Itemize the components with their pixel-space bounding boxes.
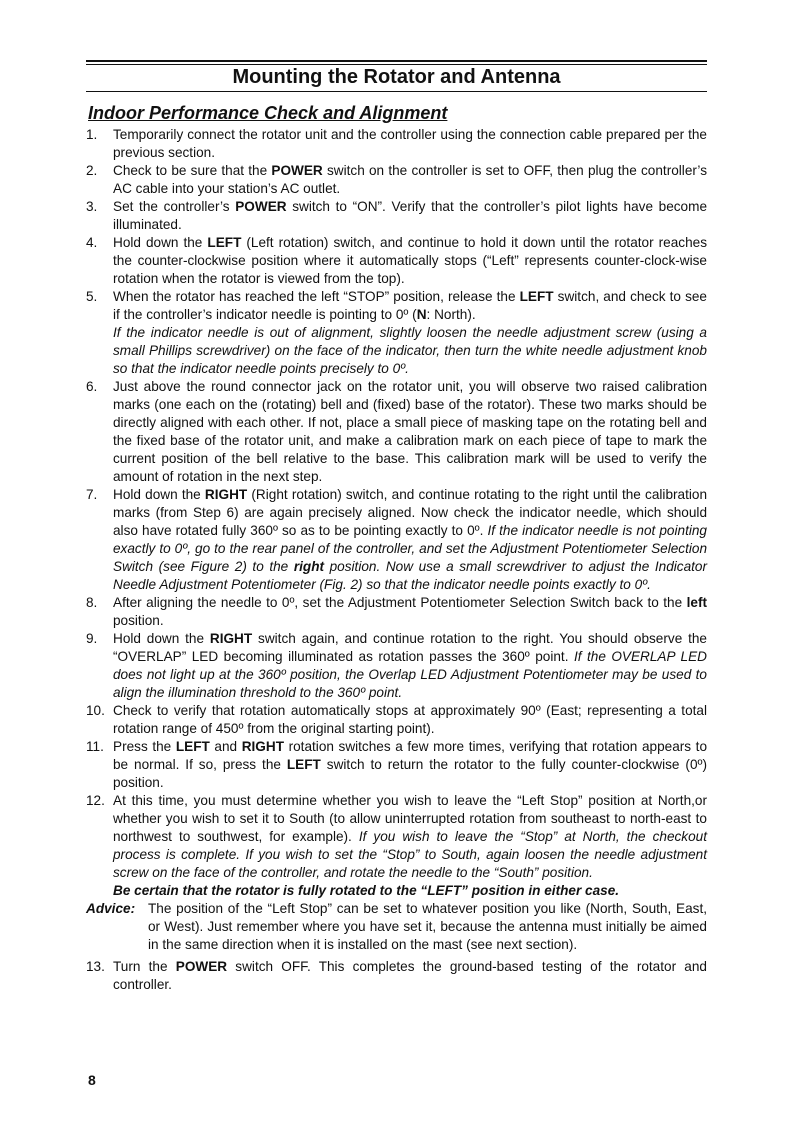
step-text xyxy=(113,378,707,486)
step-text-segment: POWER xyxy=(271,163,323,178)
list-item xyxy=(86,288,707,378)
list-item xyxy=(86,234,707,288)
step-text xyxy=(113,958,707,994)
step-text-segment: POWER xyxy=(235,199,287,214)
step-number: 1. xyxy=(86,127,98,142)
step-text-segment: If you wish to leave the “Stop” at North, the checkout process is complete. If you wish to set the “Stop” to South, again loosen the needle adjustment screw on the face of the controller, and rotate the needle to the “South” position. xyxy=(113,829,707,880)
step-text xyxy=(113,738,707,792)
step-text xyxy=(113,126,707,162)
step-text-segment: If the OVERLAP LED does not light up at the 360º position, the Overlap LED Adjustment Potentiometer may be used to align the illumination threshold to the 360º point. xyxy=(113,649,707,700)
step-text-segment: POWER xyxy=(175,959,228,974)
step-text-segment: switch to return the rotator to the fully counter-clockwise (0º) position. xyxy=(113,757,708,790)
step-text-segment: Set the controller’s xyxy=(113,199,236,214)
step-text-segment: Just above the round connector jack on the rotator unit, you will observe two raised calibration marks (one each on the (rotating) bell and (fixed) base of the rotator). These two marks should be directly aligned with each other. If not, place a small piece of masking tape on the rotating bell and the fixed base of the rotator unit, and make a calibration mark on each piece of tape to mark the current position of the bell relative to the base. This calibration mark will be used to verify the amount of rotation in the next step. xyxy=(113,379,707,484)
step-text-segment: Hold down the xyxy=(113,235,208,250)
list-item xyxy=(86,738,707,792)
step-text-segment: : North). xyxy=(426,307,476,322)
list-item xyxy=(86,630,707,702)
step-number: 3. xyxy=(86,199,98,214)
step-text-segment: If the indicator needle is out of alignment, slightly loosen the needle adjustment screw (using a small Phillips screwdriver) on the face of the indicator, then turn the white needle adjustment knob so that the indicator needle points precisely to 0º. xyxy=(113,325,707,376)
step-text-segment: position. xyxy=(113,613,164,628)
steps-list xyxy=(86,126,707,994)
step-text-segment: LEFT xyxy=(519,289,554,304)
step-text-segment: Hold down the xyxy=(113,487,205,502)
step-text-segment: (Left rotation) switch, and continue to hold it down until the rotator reaches the counter-clockwise position where it automatically stops (“Left” represents counter-clock-wise rotation when the rotator is viewed from the top). xyxy=(113,235,707,286)
list-item xyxy=(86,486,707,594)
step-text-segment: Check to verify that rotation automatically stops at approximately 90º (East; representing a total rotation range of 450º from the original starting point). xyxy=(113,703,707,736)
advice-label: Advice: xyxy=(86,901,136,916)
step-text-segment: If the indicator needle is not pointing exactly to 0º, go to the rear panel of the controller, and set the Adjustment Potentiometer Selection Switch (see Figure 2) to the xyxy=(113,523,707,574)
list-item xyxy=(86,198,707,234)
step-text-segment: LEFT xyxy=(286,757,321,772)
step-text-segment: left xyxy=(686,595,707,610)
step-text-segment: N xyxy=(416,307,427,322)
step-text xyxy=(113,594,707,630)
step-text-segment: Be certain that the rotator is fully rotated to the “LEFT” position in either case. xyxy=(113,883,620,898)
step-text-segment: When the rotator has reached the left “STOP” position, release the xyxy=(113,289,520,304)
step-text xyxy=(113,198,707,234)
step-text-segment: Press the xyxy=(113,739,176,754)
list-item xyxy=(86,958,707,994)
step-text-segment: At this time, you must determine whether you wish to leave the “Left Stop” position at North,or whether you wish to set it to South (to allow uninterrupted rotation from southeast to north-east to northwest to southwest, for example). xyxy=(113,793,707,844)
step-number: 10. xyxy=(86,703,105,718)
step-number: 7. xyxy=(86,487,98,502)
step-text-segment: switch to “ON”. Verify that the controller’s pilot lights have become illuminated. xyxy=(113,199,708,232)
step-text xyxy=(113,792,707,900)
header-rule-top xyxy=(86,60,707,62)
step-text-segment: Turn the xyxy=(113,959,176,974)
step-text-segment: LEFT xyxy=(207,235,242,250)
step-text xyxy=(113,630,707,702)
page-number: 8 xyxy=(88,1072,96,1088)
list-item xyxy=(86,702,707,738)
list-item xyxy=(86,162,707,198)
advice-note xyxy=(86,900,707,954)
step-text xyxy=(113,288,707,378)
step-text-segment: (Right rotation) switch, and continue rotating to the right until the calibration marks (from Step 6) are again precisely aligned. Now check the indicator needle, which should also have rotated fully 360º so as to be pointing exactly to 0º. xyxy=(113,487,708,538)
step-number: 6. xyxy=(86,379,98,394)
header-rule-bottom xyxy=(86,91,707,92)
step-text xyxy=(113,486,707,594)
step-text-segment: and xyxy=(209,739,242,754)
step-text-segment: Hold down the xyxy=(113,631,210,646)
list-item xyxy=(86,594,707,630)
step-text-segment: switch again, and continue rotation to the right. You should observe the “OVERLAP” LED becoming illuminated as rotation passes the 360º point. xyxy=(113,631,707,664)
step-text-segment: RIGHT xyxy=(209,631,253,646)
advice-text: The position of the “Left Stop” can be set to whatever position you like (North, South, East, or West). Just remember where you have set it, because the antenna must initially be aimed in the same direction when it is installed on the mast (see next section). xyxy=(148,901,707,952)
list-item xyxy=(86,792,707,900)
step-text-segment: right xyxy=(293,559,325,574)
step-text-segment: position. Now use a small screwdriver to adjust the Indicator Needle Adjustment Potentiometer (Fig. 2) so that the indicator needle points exactly to 0º. xyxy=(113,559,707,592)
step-text-segment: Check to be sure that the xyxy=(113,163,272,178)
page-title: Mounting the Rotator and Antenna xyxy=(232,66,561,88)
step-number: 5. xyxy=(86,289,98,304)
step-text xyxy=(113,162,707,198)
list-item xyxy=(86,378,707,486)
step-text-segment: rotation switches a few more times, verifying that rotation appears to be normal. If so, press the xyxy=(113,739,708,772)
step-number: 9. xyxy=(86,631,98,646)
step-text xyxy=(113,234,707,288)
section-heading: Indoor Performance Check and Alignment xyxy=(88,103,448,123)
step-text-segment: switch on the controller is set to OFF, then plug the controller’s AC cable into your station’s AC outlet. xyxy=(113,163,707,196)
list-item xyxy=(86,126,707,162)
step-text xyxy=(113,702,707,738)
step-text-segment: switch OFF. This completes the ground-based testing of the rotator and controller. xyxy=(113,959,707,992)
step-number: 4. xyxy=(86,235,98,250)
step-number: 2. xyxy=(86,163,98,178)
step-number: 11. xyxy=(86,739,104,754)
step-text-segment: Temporarily connect the rotator unit and the controller using the connection cable prepared per the previous section. xyxy=(113,127,707,160)
step-text-segment: RIGHT xyxy=(241,739,284,754)
step-text-segment: After aligning the needle to 0º, set the Adjustment Potentiometer Selection Switch back to the xyxy=(113,595,687,610)
step-number: 12. xyxy=(86,793,105,808)
step-number: 8. xyxy=(86,595,98,610)
step-number: 13. xyxy=(86,959,105,974)
step-text-segment: switch, and check to see if the controller’s indicator needle is pointing to 0º ( xyxy=(113,289,707,322)
step-text-segment: RIGHT xyxy=(204,487,248,502)
step-text-segment: LEFT xyxy=(175,739,210,754)
